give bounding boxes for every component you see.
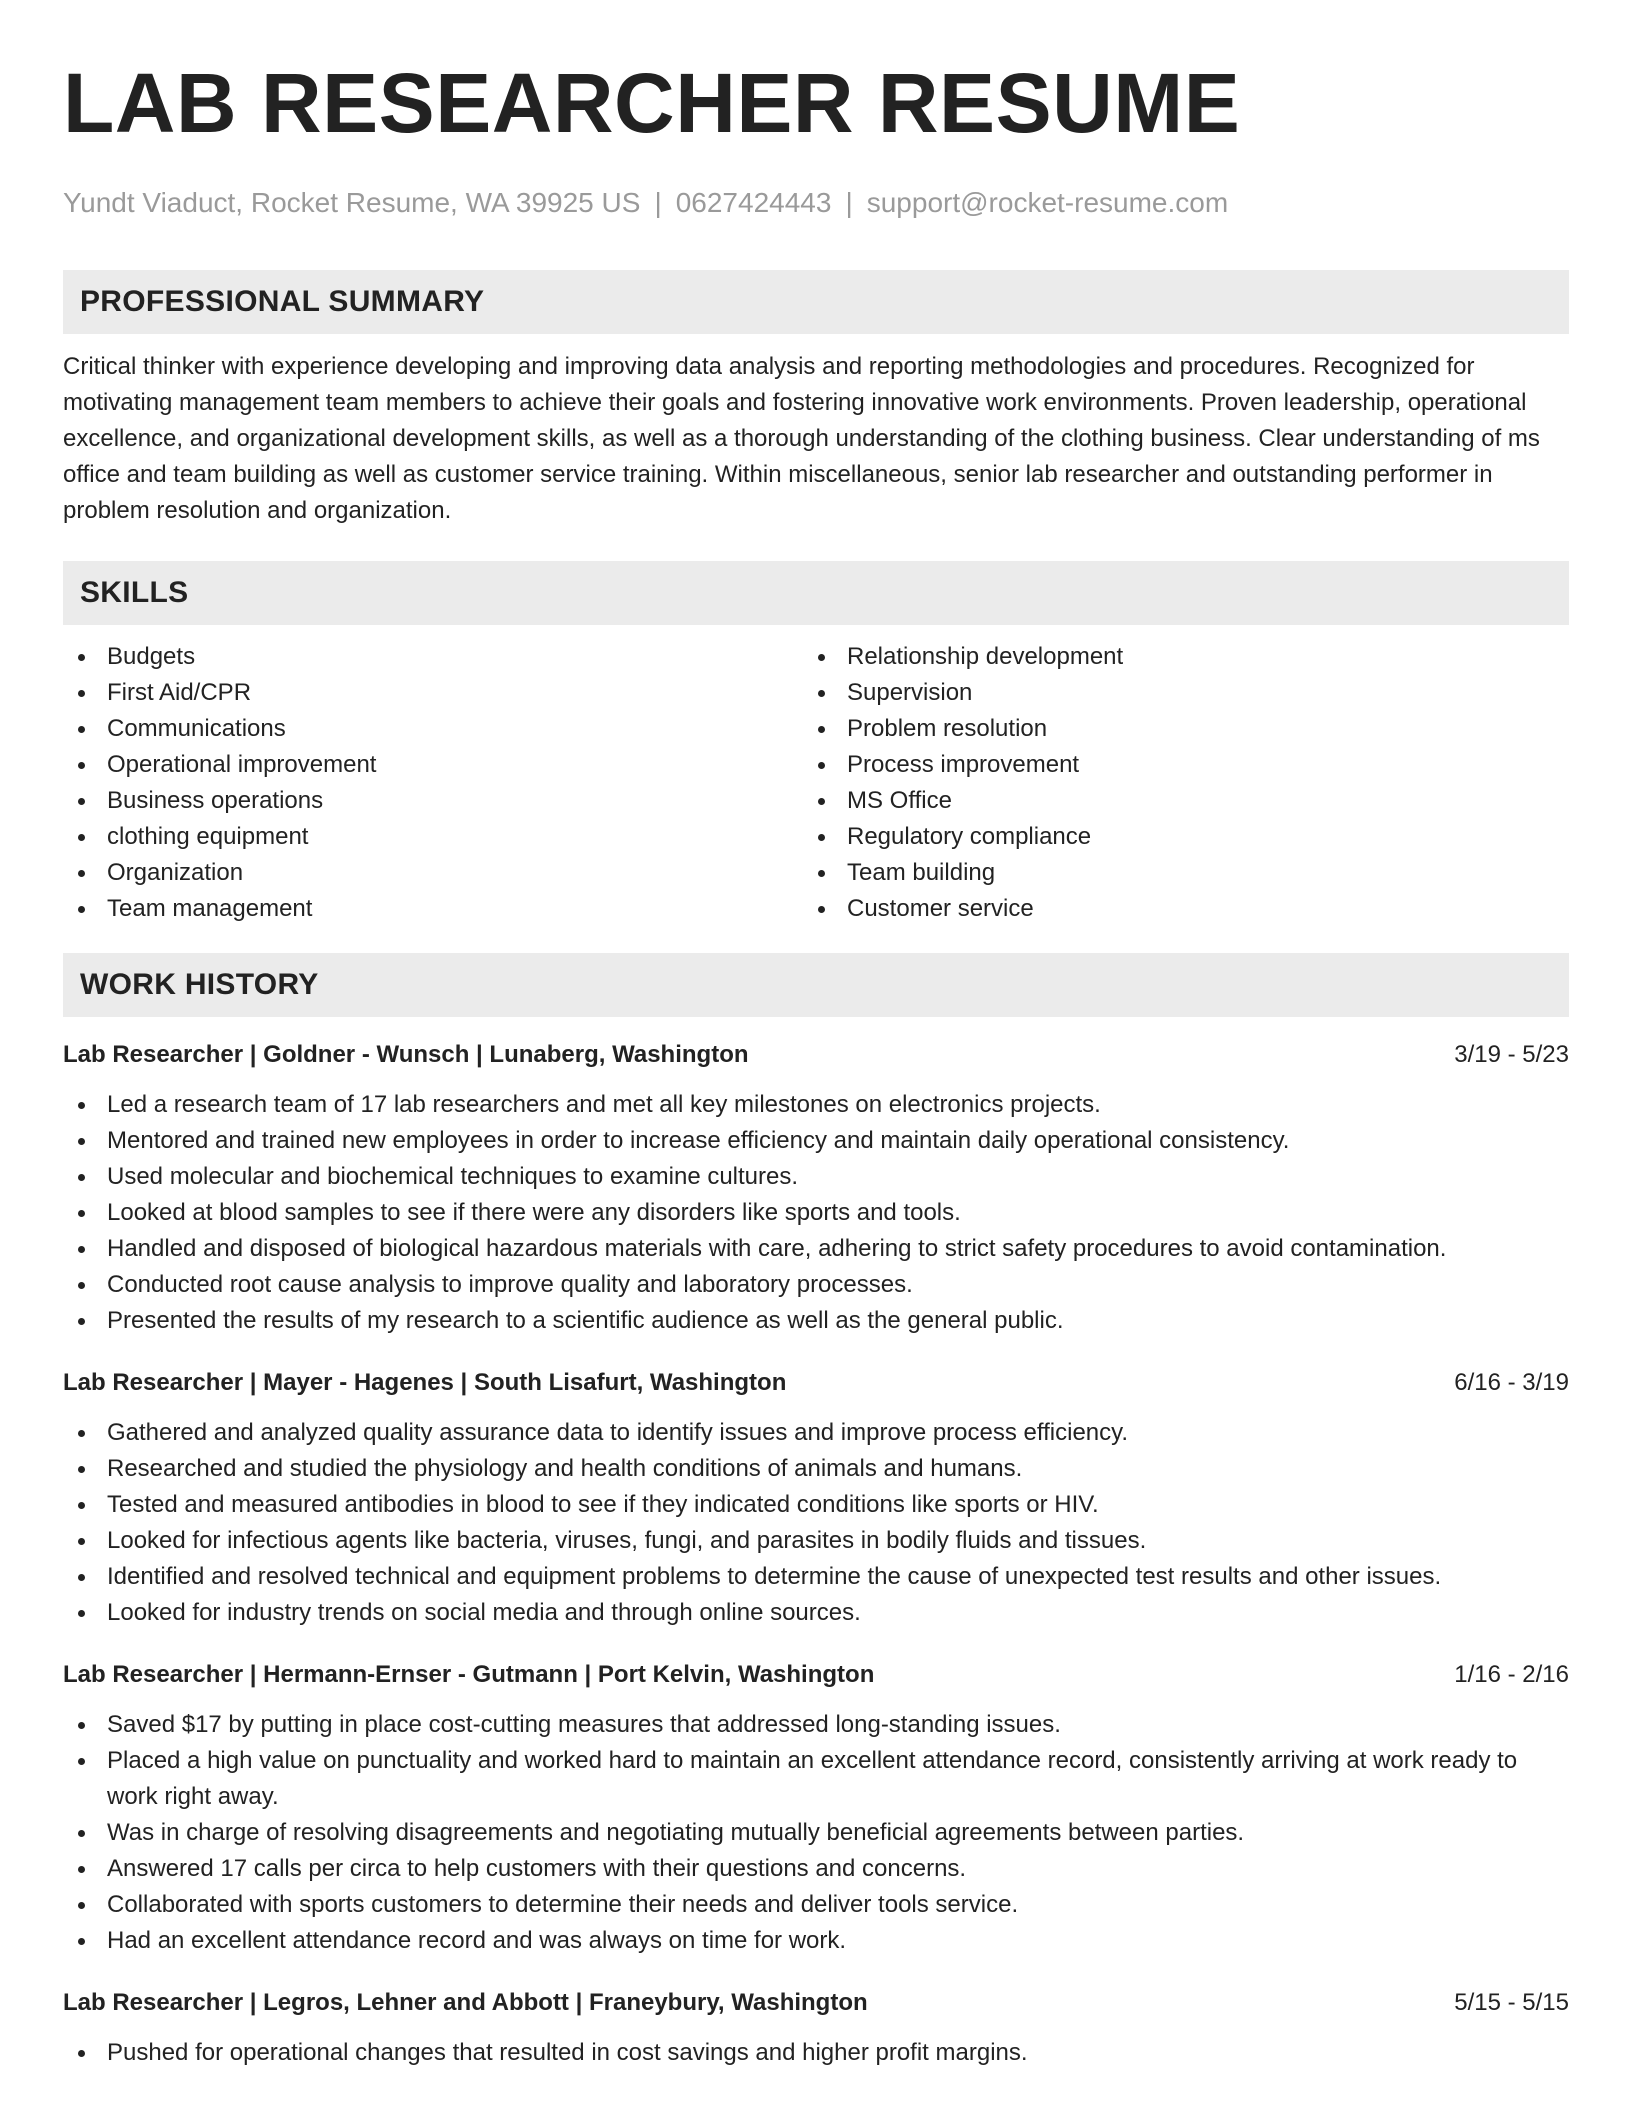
- skill-item: Regulatory compliance: [803, 819, 1543, 855]
- job-header: [63, 1037, 1569, 1073]
- job-bullet: Conducted root cause analysis to improve quality and laboratory processes.: [63, 1267, 1549, 1303]
- job-header: [63, 1365, 1569, 1401]
- job-bullet: Looked for industry trends on social media and through online sources.: [63, 1595, 1549, 1631]
- job-bullet: Collaborated with sports customers to determine their needs and deliver tools service.: [63, 1887, 1549, 1923]
- job-title: Lab Researcher | Mayer - Hagenes | South Lisafurt, Washington: [63, 1369, 787, 1396]
- contact-separator: |: [845, 187, 853, 218]
- job-title: Lab Researcher | Legros, Lehner and Abbott | Franeybury, Washington: [63, 1989, 868, 2016]
- skill-item: Team building: [803, 855, 1543, 891]
- contact-email: support@rocket-resume.com: [866, 187, 1229, 218]
- skill-item: Team management: [63, 891, 803, 927]
- section-heading-summary: PROFESSIONAL SUMMARY: [63, 270, 1569, 334]
- job-bullet: Gathered and analyzed quality assurance data to identify issues and improve process efficiency.: [63, 1415, 1549, 1451]
- job-dates: 1/16 - 2/16: [1454, 1661, 1569, 1688]
- job-bullet: Answered 17 calls per circa to help customers with their questions and concerns.: [63, 1851, 1549, 1887]
- skill-item: Customer service: [803, 891, 1543, 927]
- page-title: LAB RESEARCHER RESUME: [63, 56, 1241, 150]
- skill-item: Supervision: [803, 675, 1543, 711]
- skill-item: First Aid/CPR: [63, 675, 803, 711]
- contact-address: Yundt Viaduct, Rocket Resume, WA 39925 US: [63, 187, 641, 218]
- job-bullet: Placed a high value on punctuality and worked hard to maintain an excellent attendance record, consistently arriving at work ready to work right away.: [63, 1743, 1549, 1815]
- job-entry: [63, 1365, 1569, 1631]
- job-bullets: [63, 1415, 1569, 1631]
- skill-item: Budgets: [63, 639, 803, 675]
- job-bullet: Handled and disposed of biological hazardous materials with care, adhering to strict safety procedures to avoid contamination.: [63, 1231, 1549, 1267]
- skill-item: Problem resolution: [803, 711, 1543, 747]
- skill-item: clothing equipment: [63, 819, 803, 855]
- skill-item: Operational improvement: [63, 747, 803, 783]
- job-bullet: Presented the results of my research to a scientific audience as well as the general public.: [63, 1303, 1549, 1339]
- job-entry: [63, 1037, 1569, 1339]
- job-bullet: Tested and measured antibodies in blood to see if they indicated conditions like sports or HIV.: [63, 1487, 1549, 1523]
- skill-item: Communications: [63, 711, 803, 747]
- job-header: [63, 1657, 1569, 1693]
- contact-separator: |: [654, 187, 662, 218]
- job-bullet: Looked for infectious agents like bacteria, viruses, fungi, and parasites in bodily fluids and tissues.: [63, 1523, 1549, 1559]
- job-bullets: [63, 1707, 1569, 1959]
- contact-phone: 0627424443: [675, 187, 832, 218]
- job-bullet: Pushed for operational changes that resulted in cost savings and higher profit margins.: [63, 2035, 1549, 2071]
- skill-item: Relationship development: [803, 639, 1543, 675]
- contact-line: [63, 186, 1569, 220]
- section-heading-skills: SKILLS: [63, 561, 1569, 625]
- skill-item: Organization: [63, 855, 803, 891]
- job-bullet: Saved $17 by putting in place cost-cutting measures that addressed long-standing issues.: [63, 1707, 1549, 1743]
- summary-text: Critical thinker with experience developing and improving data analysis and reporting methodologies and procedures. Recognized for motivating management team members to achieve their goals and fostering innovative work environments. Proven leadership, operational excellence, and organizational development skills, as well as a thorough understanding of the clothing business. Clear understanding of ms office and team building as well as customer service training. Within miscellaneous, senior lab researcher and outstanding performer in problem resolution and organization.: [63, 353, 1540, 524]
- job-bullet: Mentored and trained new employees in order to increase efficiency and maintain daily operational consistency.: [63, 1123, 1549, 1159]
- skill-item: Process improvement: [803, 747, 1543, 783]
- job-bullets: [63, 2035, 1569, 2071]
- job-bullet: Looked at blood samples to see if there were any disorders like sports and tools.: [63, 1195, 1549, 1231]
- skill-item: Business operations: [63, 783, 803, 819]
- section-heading-work-history: WORK HISTORY: [63, 953, 1569, 1017]
- job-dates: 5/15 - 5/15: [1454, 1989, 1569, 2016]
- job-entry: [63, 1985, 1569, 2071]
- job-dates: 6/16 - 3/19: [1454, 1369, 1569, 1396]
- job-title: Lab Researcher | Hermann-Ernser - Gutmann | Port Kelvin, Washington: [63, 1661, 875, 1688]
- job-entry: [63, 1657, 1569, 1959]
- job-dates: 3/19 - 5/23: [1454, 1041, 1569, 1068]
- job-bullet: Was in charge of resolving disagreements and negotiating mutually beneficial agreements between parties.: [63, 1815, 1549, 1851]
- job-bullet: Used molecular and biochemical techniques to examine cultures.: [63, 1159, 1549, 1195]
- job-bullet: Led a research team of 17 lab researchers and met all key milestones on electronics projects.: [63, 1087, 1549, 1123]
- skills-column-right: [803, 639, 1543, 927]
- skills-list: [63, 639, 1569, 927]
- job-header: [63, 1985, 1569, 2021]
- job-bullets: [63, 1087, 1569, 1339]
- job-bullet: Researched and studied the physiology and health conditions of animals and humans.: [63, 1451, 1549, 1487]
- skill-item: MS Office: [803, 783, 1543, 819]
- job-bullet: Identified and resolved technical and equipment problems to determine the cause of unexpected test results and other issues.: [63, 1559, 1549, 1595]
- job-bullet: Had an excellent attendance record and was always on time for work.: [63, 1923, 1549, 1959]
- skills-column-left: [63, 639, 803, 927]
- job-title: Lab Researcher | Goldner - Wunsch | Lunaberg, Washington: [63, 1041, 749, 1068]
